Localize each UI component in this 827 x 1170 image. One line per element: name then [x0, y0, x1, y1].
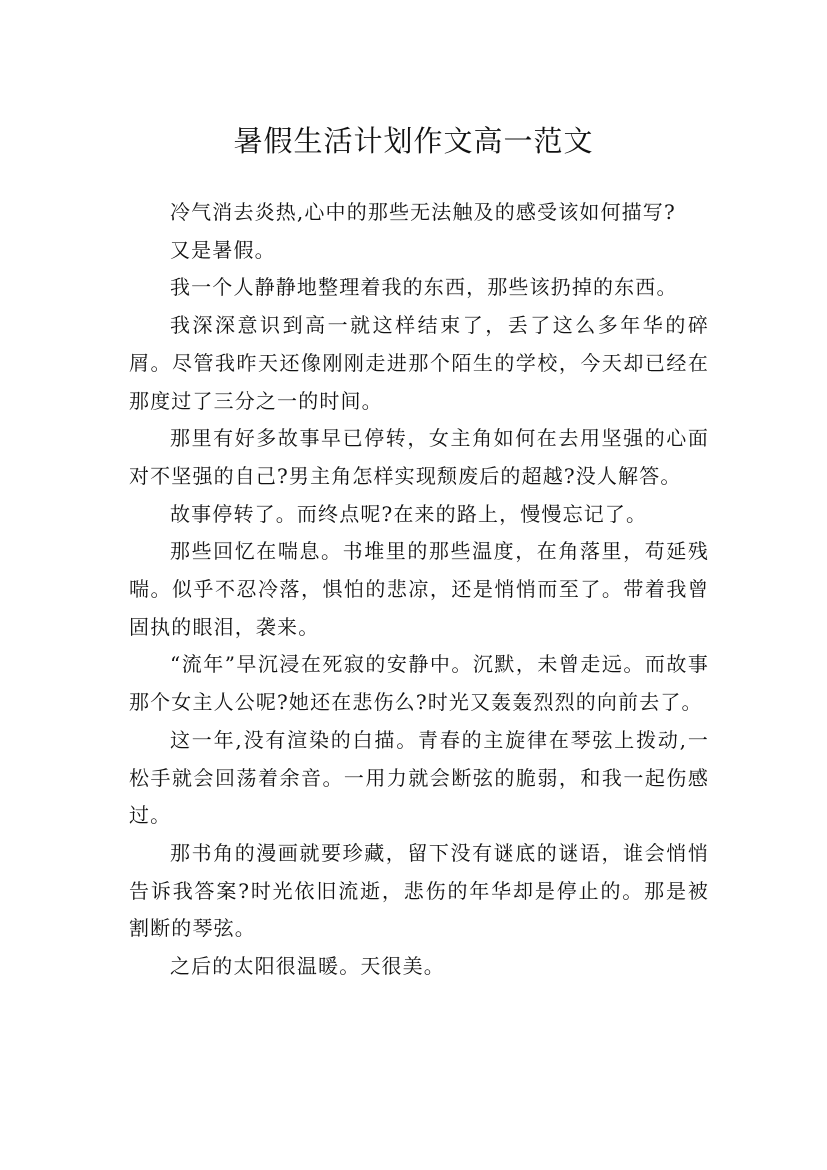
paragraph: “流年”早沉浸在死寂的安静中。沉默，未曾走远。而故事那个女主人公呢?她还在悲伤么?时光又轰轰烈烈的向前去了。 — [129, 652, 709, 715]
paragraph: 那里有好多故事早已停转，女主角如何在去用坚强的心面对不坚强的自己?男主角怎样实现颓废后的超越?没人解答。 — [129, 426, 709, 488]
paragraph: 我一个人静静地整理着我的东西，那些该扔掉的东西。 — [170, 275, 678, 300]
paragraph: 那些回忆在喘息。书堆里的那些温度，在角落里，苟延残喘。似乎不忍冷落，惧怕的悲凉，还是悄悄而至了。带着我曾固执的眼泪，袭来。 — [129, 539, 709, 639]
document-title: 暑假生活计划作文高一范文 — [233, 124, 594, 159]
paragraph: 这一年,没有渲染的白描。青春的主旋律在琴弦上拨动,一松手就会回荡着余音。一用力就会断弦的脆弱，和我一起伤感过。 — [129, 727, 709, 828]
paragraph: 冷气消去炎热,心中的那些无法触及的感受该如何描写? — [170, 200, 676, 224]
paragraph: 故事停转了。而终点呢?在来的路上，慢慢忘记了。 — [170, 501, 648, 526]
paragraph: 又是暑假。 — [170, 237, 276, 262]
paragraph: 之后的太阳很温暖。天很美。 — [170, 954, 445, 979]
document-body — [129, 194, 709, 986]
paragraph: 那书角的漫画就要珍藏，留下没有谜底的谜语，谁会悄悄告诉我答案?时光依旧流逝，悲伤的年华却是停止的。那是被割断的琴弦。 — [129, 840, 709, 941]
paragraph: 我深深意识到高一就这样结束了，丢了这么多年华的碎屑。尽管我昨天还像刚刚走进那个陌生的学校，今天却已经在那度过了三分之一的时间。 — [129, 313, 709, 413]
